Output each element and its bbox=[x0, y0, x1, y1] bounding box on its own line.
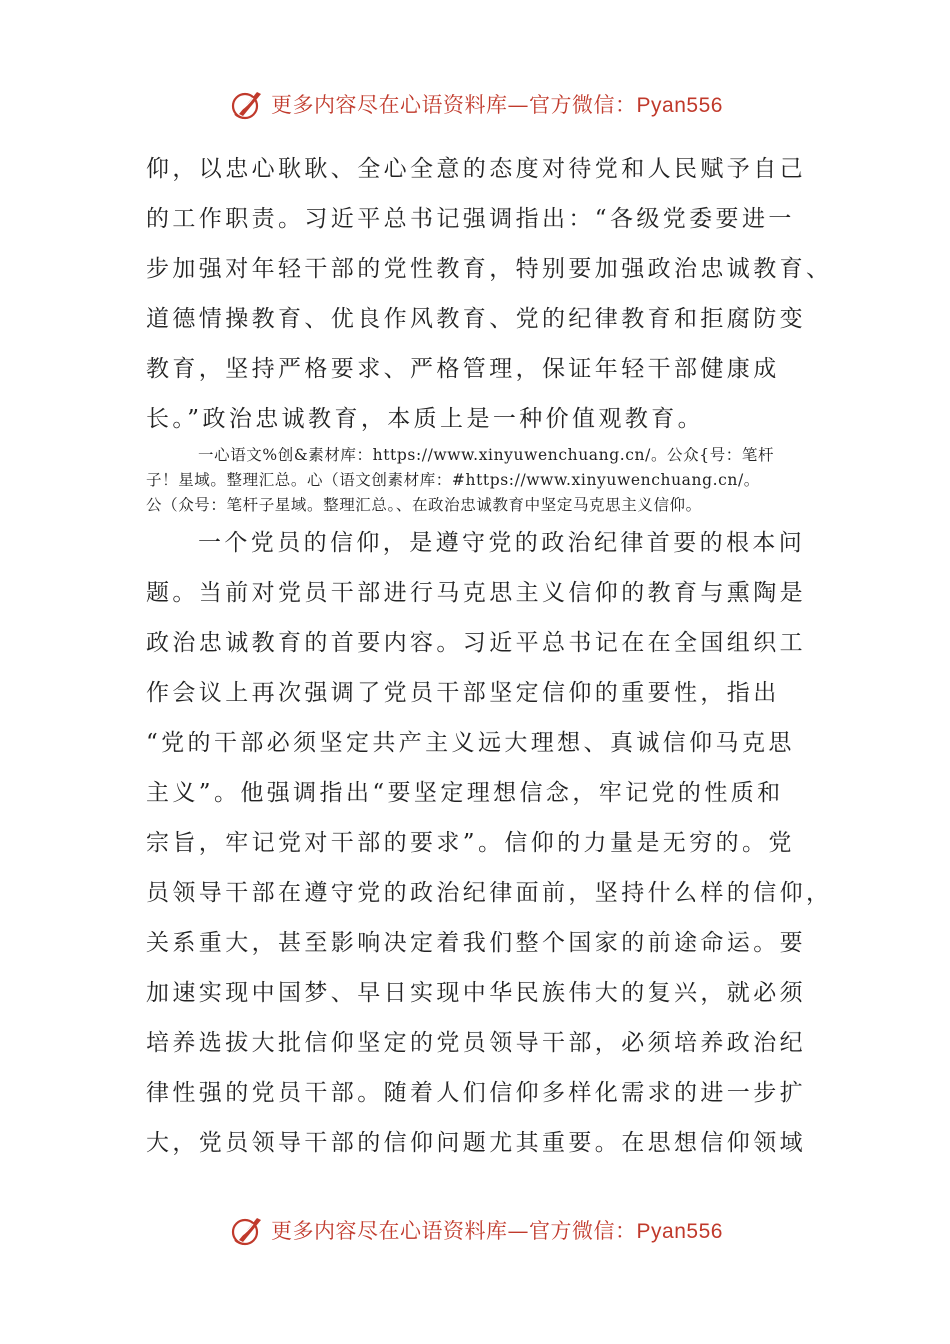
paragraph-2-line: “党的干部必须坚定共产主义远大理想、真诚信仰马克思 bbox=[146, 730, 795, 756]
header-brand-text: 更多内容尽在心语资料库—官方微信：Pyan556 bbox=[271, 93, 723, 117]
paragraph-2-line: 题。当前对党员干部进行马克思主义信仰的教育与熏陶是 bbox=[146, 580, 806, 606]
paragraph-2-line: 员领导干部在遵守党的政治纪律面前，坚持什么样的信仰， bbox=[146, 880, 833, 906]
paragraph-1-line: 长。”政治忠诚教育，本质上是一种价值观教育。 bbox=[146, 406, 705, 432]
paragraph-2-line: 一个党员的信仰，是遵守党的政治纪律首要的根本问 bbox=[198, 530, 806, 556]
paragraph-2-line: 宗旨，牢记党对干部的要求”。信仰的力量是无穷的。党 bbox=[146, 830, 795, 856]
notice-line: 一心语文%创&素材库：https://www.xinyuwenchuang.cn/。公众{号：笔杆 bbox=[198, 446, 775, 464]
footer-wechat-id: Pyan556 bbox=[636, 1220, 723, 1243]
notice-line: 子！星域。整理汇总。心（语文创素材库：#https://www.xinyuwenchuang.cn/。 bbox=[146, 471, 760, 489]
paragraph-1-line: 的工作职责。习近平总书记强调指出：“各级党委要进一 bbox=[146, 206, 795, 232]
header-banner bbox=[0, 82, 950, 126]
paragraph-2-line: 律性强的党员干部。随着人们信仰多样化需求的进一步扩 bbox=[146, 1080, 806, 1106]
quill-pen-logo-icon bbox=[227, 1210, 267, 1250]
paragraph-2-line: 培养选拔大批信仰坚定的党员领导干部，必须培养政治纪 bbox=[146, 1030, 806, 1056]
footer-brand-text: 更多内容尽在心语资料库—官方微信：Pyan556 bbox=[271, 1219, 723, 1243]
notice-line: 公（众号：笔杆子星域。整理汇总。、在政治忠诚教育中坚定马克思主义信仰。 bbox=[146, 496, 702, 514]
paragraph-2-line: 主义”。他强调指出“要坚定理想信念，牢记党的性质和 bbox=[146, 780, 784, 806]
paragraph-2-line: 加速实现中国梦、早日实现中华民族伟大的复兴，就必须 bbox=[146, 980, 806, 1006]
paragraph-1-line: 教育，坚持严格要求、严格管理，保证年轻干部健康成 bbox=[146, 356, 780, 382]
paragraph-2-line: 关系重大，甚至影响决定着我们整个国家的前途命运。要 bbox=[146, 930, 806, 956]
paragraph-1-line: 步加强对年轻干部的党性教育，特别要加强政治忠诚教育、 bbox=[146, 256, 833, 282]
paragraph-2-line: 政治忠诚教育的首要内容。习近平总书记在在全国组织工 bbox=[146, 630, 806, 656]
quill-pen-logo-icon bbox=[227, 84, 267, 124]
paragraph-2-line: 作会议上再次强调了党员干部坚定信仰的重要性，指出 bbox=[146, 680, 780, 706]
footer-banner bbox=[0, 1208, 950, 1252]
paragraph-1-line: 仰，以忠心耿耿、全心全意的态度对待党和人民赋予自己 bbox=[146, 156, 806, 182]
header-wechat-id: Pyan556 bbox=[636, 94, 723, 117]
paragraph-1-line: 道德情操教育、优良作风教育、党的纪律教育和拒腐防变 bbox=[146, 306, 806, 332]
paragraph-2-line: 大，党员领导干部的信仰问题尤其重要。在思想信仰领域 bbox=[146, 1130, 806, 1156]
